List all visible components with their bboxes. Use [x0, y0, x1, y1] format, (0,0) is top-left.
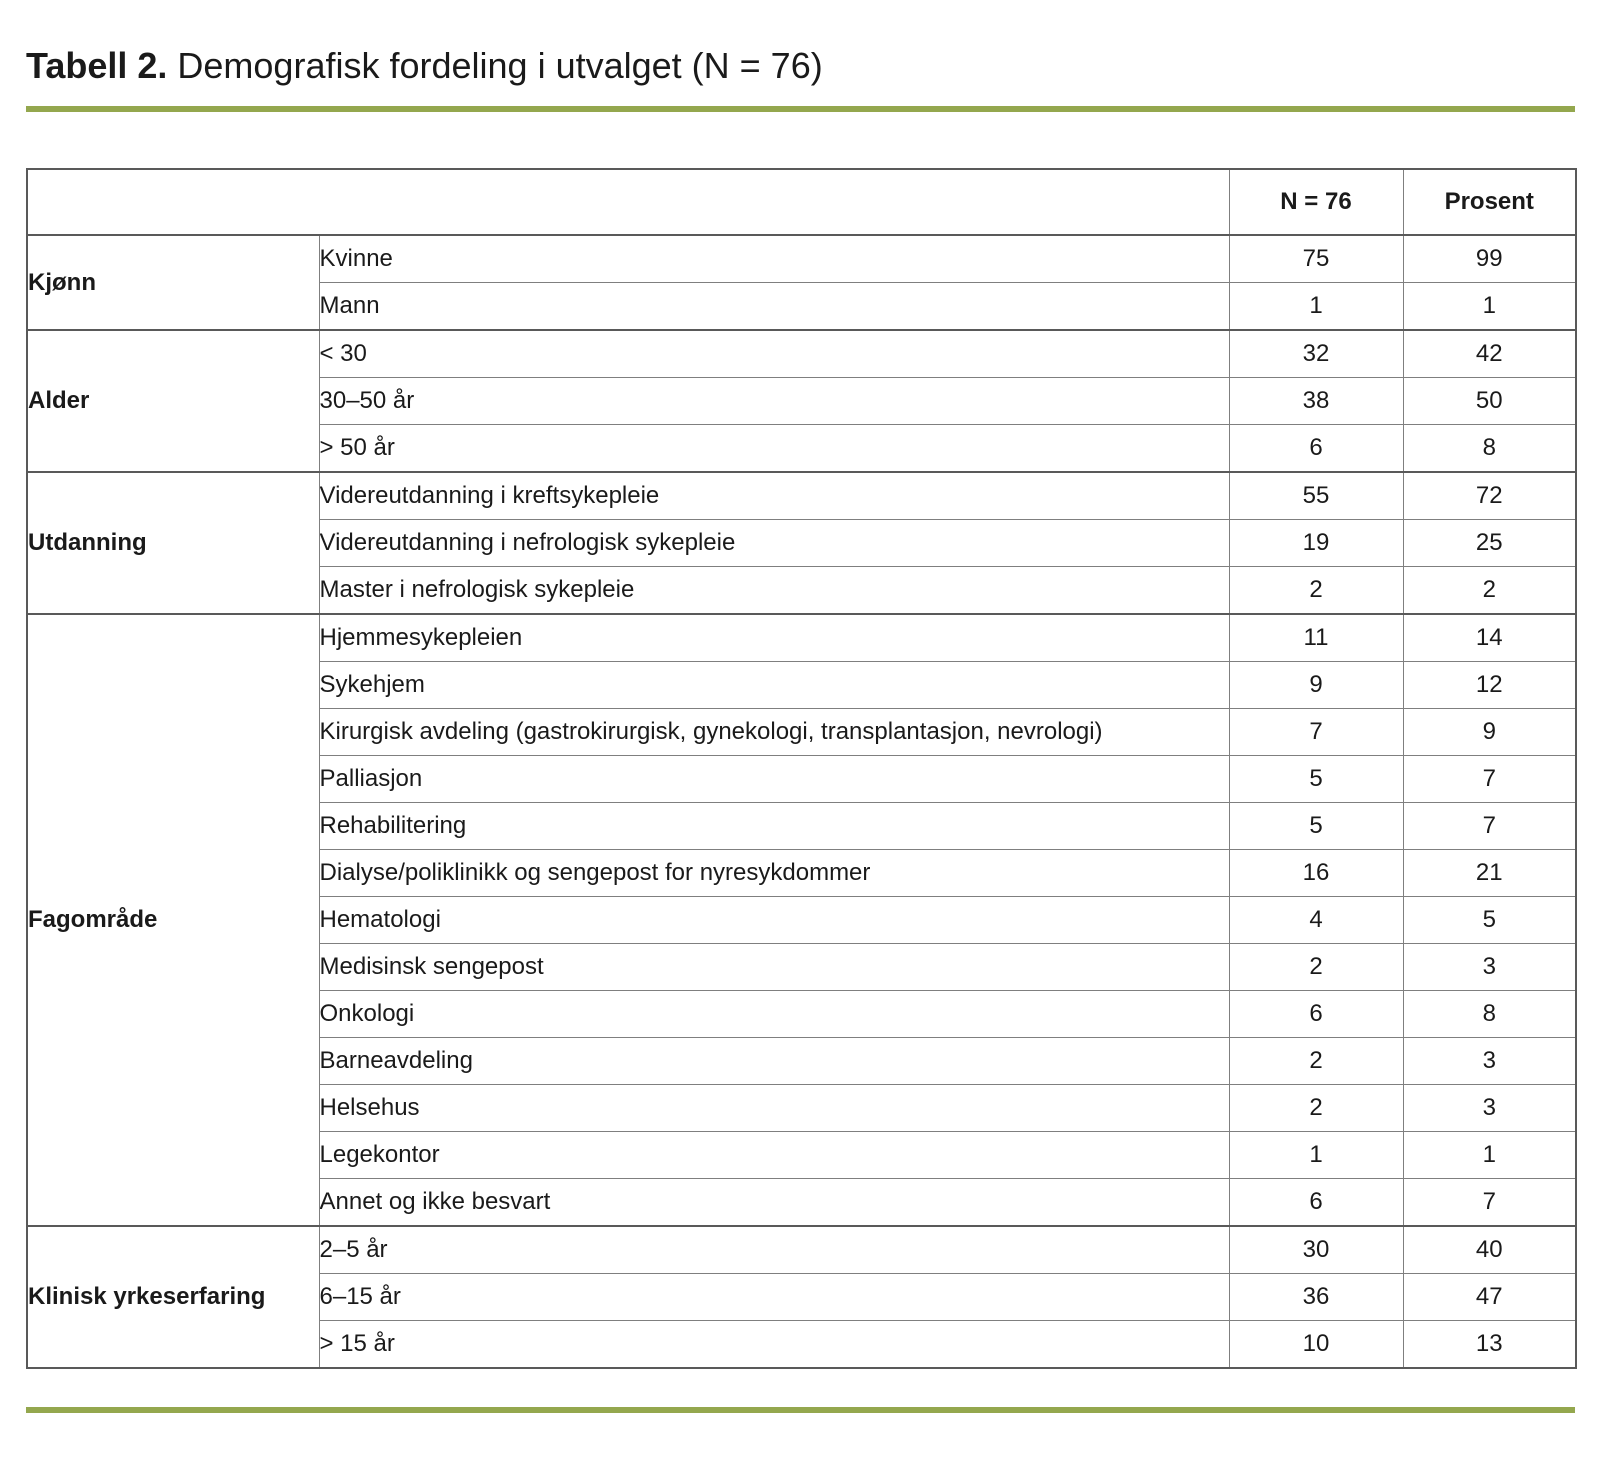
row-label: > 15 år [319, 1321, 1229, 1369]
row-label: Sykehjem [319, 662, 1229, 709]
row-label: Kirurgisk avdeling (gastrokirurgisk, gynekologi, transplantasjon, nevrologi) [319, 709, 1229, 756]
header-percent-cell: Prosent [1403, 169, 1576, 235]
row-n-value: 7 [1229, 709, 1403, 756]
row-percent-value: 7 [1403, 1179, 1576, 1227]
row-n-value: 6 [1229, 991, 1403, 1038]
page-title [26, 44, 1600, 88]
table-row [27, 472, 1576, 520]
table-row [27, 614, 1576, 662]
category-cell: Alder [27, 330, 319, 472]
table-row [27, 330, 1576, 378]
table-number-label: Tabell 2. [26, 45, 168, 86]
row-n-value: 55 [1229, 472, 1403, 520]
row-label: Kvinne [319, 235, 1229, 283]
row-label: Hematologi [319, 897, 1229, 944]
row-percent-value: 47 [1403, 1274, 1576, 1321]
row-percent-value: 8 [1403, 991, 1576, 1038]
table-row [27, 235, 1576, 283]
row-n-value: 2 [1229, 944, 1403, 991]
row-label: < 30 [319, 330, 1229, 378]
row-n-value: 1 [1229, 1132, 1403, 1179]
row-percent-value: 3 [1403, 1085, 1576, 1132]
row-n-value: 2 [1229, 1085, 1403, 1132]
row-label: Hjemmesykepleien [319, 614, 1229, 662]
category-cell: Utdanning [27, 472, 319, 614]
row-label: 30–50 år [319, 378, 1229, 425]
row-percent-value: 8 [1403, 425, 1576, 473]
demographics-table [26, 168, 1577, 1369]
row-percent-value: 7 [1403, 803, 1576, 850]
row-percent-value: 72 [1403, 472, 1576, 520]
row-label: Onkologi [319, 991, 1229, 1038]
row-n-value: 38 [1229, 378, 1403, 425]
row-percent-value: 42 [1403, 330, 1576, 378]
table-body [27, 235, 1576, 1368]
row-label: Videreutdanning i nefrologisk sykepleie [319, 520, 1229, 567]
row-percent-value: 3 [1403, 944, 1576, 991]
table-header [27, 169, 1576, 235]
bottom-divider [26, 1407, 1575, 1413]
row-label: Videreutdanning i kreftsykepleie [319, 472, 1229, 520]
row-percent-value: 2 [1403, 567, 1576, 615]
table-row [27, 1226, 1576, 1274]
row-label: Rehabilitering [319, 803, 1229, 850]
row-label: Medisinsk sengepost [319, 944, 1229, 991]
row-n-value: 5 [1229, 756, 1403, 803]
row-percent-value: 1 [1403, 283, 1576, 331]
row-n-value: 1 [1229, 283, 1403, 331]
row-n-value: 75 [1229, 235, 1403, 283]
row-label: Mann [319, 283, 1229, 331]
row-percent-value: 21 [1403, 850, 1576, 897]
header-empty-cell [27, 169, 1229, 235]
category-cell: Klinisk yrkeserfaring [27, 1226, 319, 1368]
row-n-value: 9 [1229, 662, 1403, 709]
row-percent-value: 50 [1403, 378, 1576, 425]
row-label: 2–5 år [319, 1226, 1229, 1274]
row-n-value: 32 [1229, 330, 1403, 378]
row-percent-value: 1 [1403, 1132, 1576, 1179]
row-n-value: 16 [1229, 850, 1403, 897]
row-n-value: 2 [1229, 1038, 1403, 1085]
row-n-value: 6 [1229, 425, 1403, 473]
row-percent-value: 25 [1403, 520, 1576, 567]
row-label: Annet og ikke besvart [319, 1179, 1229, 1227]
row-percent-value: 3 [1403, 1038, 1576, 1085]
row-percent-value: 99 [1403, 235, 1576, 283]
row-n-value: 5 [1229, 803, 1403, 850]
row-label: Legekontor [319, 1132, 1229, 1179]
row-n-value: 10 [1229, 1321, 1403, 1369]
row-n-value: 36 [1229, 1274, 1403, 1321]
row-percent-value: 13 [1403, 1321, 1576, 1369]
row-percent-value: 9 [1403, 709, 1576, 756]
row-percent-value: 12 [1403, 662, 1576, 709]
row-n-value: 30 [1229, 1226, 1403, 1274]
table-title-text: Demografisk fordeling i utvalget (N = 76) [177, 45, 823, 86]
row-n-value: 11 [1229, 614, 1403, 662]
row-n-value: 19 [1229, 520, 1403, 567]
row-n-value: 6 [1229, 1179, 1403, 1227]
row-label: Helsehus [319, 1085, 1229, 1132]
row-percent-value: 40 [1403, 1226, 1576, 1274]
row-percent-value: 14 [1403, 614, 1576, 662]
row-percent-value: 7 [1403, 756, 1576, 803]
row-percent-value: 5 [1403, 897, 1576, 944]
row-label: Palliasjon [319, 756, 1229, 803]
row-label: Barneavdeling [319, 1038, 1229, 1085]
row-n-value: 4 [1229, 897, 1403, 944]
header-n-cell: N = 76 [1229, 169, 1403, 235]
row-label: > 50 år [319, 425, 1229, 473]
row-label: Dialyse/poliklinikk og sengepost for nyresykdommer [319, 850, 1229, 897]
row-label: 6–15 år [319, 1274, 1229, 1321]
row-n-value: 2 [1229, 567, 1403, 615]
category-cell: Fagområde [27, 614, 319, 1226]
top-divider [26, 106, 1575, 112]
header-row [27, 169, 1576, 235]
row-label: Master i nefrologisk sykepleie [319, 567, 1229, 615]
category-cell: Kjønn [27, 235, 319, 330]
